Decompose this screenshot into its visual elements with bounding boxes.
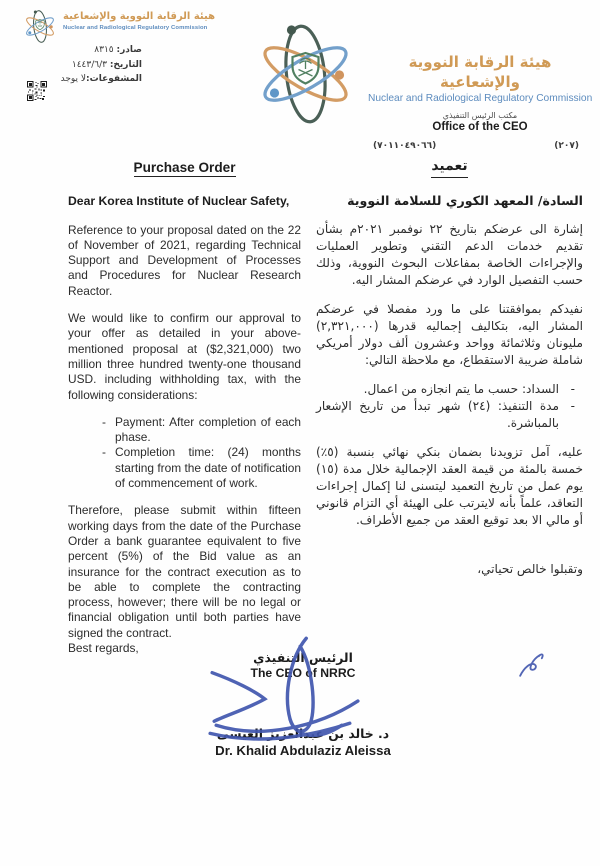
phone-number: (٧٠١١٠٤٩٠٦٦) — [373, 141, 437, 151]
arabic-letter-column — [316, 158, 583, 578]
date-label: التاريخ: — [109, 59, 142, 70]
date-row — [38, 58, 142, 73]
bullet-list-en — [68, 415, 301, 491]
paragraph-ar-3: عليه، آمل تزويدنا بضمان بنكي نهائي بنسبة (٥٪) خمسة بالمئة من قيمة العقد الإجمالية خلال مدة (١٥) يوم عمل من تاريخ التعميد ليتسنى لنا إكمال إجراءات التعاقد، علماً بأنه لايترتب على الهيئة أي التزام قانوني أو مالي الا بعد توقيع العقد من جميع الأطراف. — [316, 445, 583, 527]
paragraph-en-3: Therefore, please submit within fifteen working days from the date of the Purchase Order a bank guarantee equivalent to five percent (5%) of the Bid value as an insurance for the contract execution as to be able to complete the contracting process, however; there will be no legal or financial obligation until both parties have signed the contract. — [68, 503, 301, 640]
closing-en: Best regards, — [68, 641, 139, 656]
header-left-org — [23, 8, 215, 45]
ref-number: (٢٠٧) — [554, 141, 579, 151]
office-title-en: Office of the CEO — [432, 121, 528, 133]
attachments-value: لا يوجد — [60, 74, 87, 84]
issue-meta — [38, 43, 142, 87]
qr-code — [27, 81, 47, 101]
reference-numbers-row — [368, 141, 592, 151]
signer-title-en: The CEO of NRRC — [250, 666, 356, 680]
closing-ar: وتقبلوا خالص تحياتي، — [477, 562, 583, 576]
date-value: ١٤٤٣/٦/٣ — [71, 59, 110, 70]
paragraph-en-2: We would like to confirm our approval to your offer as detailed in your above-mentioned proposal at ($2,321,000) two million three hundred twenty-one thousand USD. including withholding tax, with the following considerations: — [68, 311, 301, 402]
purchase-order-title: Purchase Order — [68, 160, 301, 177]
office-title-ar: مكتب الرئيس التنفيذي — [442, 111, 518, 120]
paragraph-ar-2: نفيدكم بموافقتنا على ما ورد مفصلا في عرضكم المشار اليه، بتكاليف إجماليه قدرها (٢,٣٢١,٠٠٠) مليونان وثلاثمائة وواحد وعشرون ألف دولار أمريكي شاملة ضريبة الاستقطاع، مع ملاحظة التالي: — [316, 302, 583, 367]
org-name-en-small: Nuclear and Radiological Regulatory Commission — [63, 25, 208, 31]
bullet-item-en: - Completion time: (24) months starting from the date of notification of commencement of work. — [68, 445, 301, 491]
issued-label: صادر: — [116, 45, 142, 55]
signer-title-ar: الرئيس التنفيذي — [253, 650, 353, 665]
signature-block — [153, 650, 453, 758]
org-name-ar-small: هيئة الرقابة النووية والإشعاعية — [63, 11, 216, 22]
salutation-en: Dear Korea Institute of Nuclear Safety, — [68, 194, 290, 209]
bullet-item-ar: - السداد: حسب ما يتم انجازه من اعمال. — [316, 381, 583, 398]
initials-ink — [516, 650, 547, 681]
salutation-ar: السادة/ المعهد الكوري للسلامة النووية — [347, 193, 583, 208]
attachments-label: المشفوعات: — [86, 74, 142, 84]
taameed-title: تعميد — [316, 158, 583, 178]
nrrc-logo-icon — [255, 18, 356, 130]
nrrc-logo-small-icon — [23, 8, 57, 45]
org-name-ar: هيئة الرقابة النووية والإشعاعية — [408, 53, 552, 91]
english-letter-column — [68, 160, 301, 656]
org-small-names — [63, 8, 215, 31]
signer-name-ar: د. خالد بن عبدالعزيز العيسى — [216, 726, 390, 741]
signer-name-en: Dr. Khalid Abdulaziz Aleissa — [215, 743, 391, 758]
issued-number-row — [38, 43, 142, 58]
bullet-item-en: - Payment: After completion of each phase. — [68, 415, 301, 446]
attachments-row — [38, 72, 142, 87]
bullet-list-ar — [316, 381, 583, 432]
org-name-en: Nuclear and Radiological Regulatory Commission — [368, 93, 593, 104]
issued-value: ٨٣١٥ — [94, 45, 117, 55]
paragraph-ar-1: إشارة الى عرضكم بتاريخ ٢٢ نوفمبر ٢٠٢١م بشأن تقديم خدمات الدعم التقني وتطوير العمليات والإجراءات الخاصة بمفاعلات البحوث النووية، وذلك حسب التفصيل الوارد في عرضكم المشار اليه. — [316, 222, 583, 287]
paragraph-en-1: Reference to your proposal dated on the 22 of November of 2021, regarding Technical Support and Development of Processes and Procedures for Nuclear Research Reactor. — [68, 222, 301, 298]
bullet-item-ar: - مدة التنفيذ: (٢٤) شهر تبدأ من تاريخ الإشعار بالمباشرة. — [316, 398, 583, 432]
header-right-org — [368, 52, 592, 151]
signature-space — [153, 680, 453, 726]
